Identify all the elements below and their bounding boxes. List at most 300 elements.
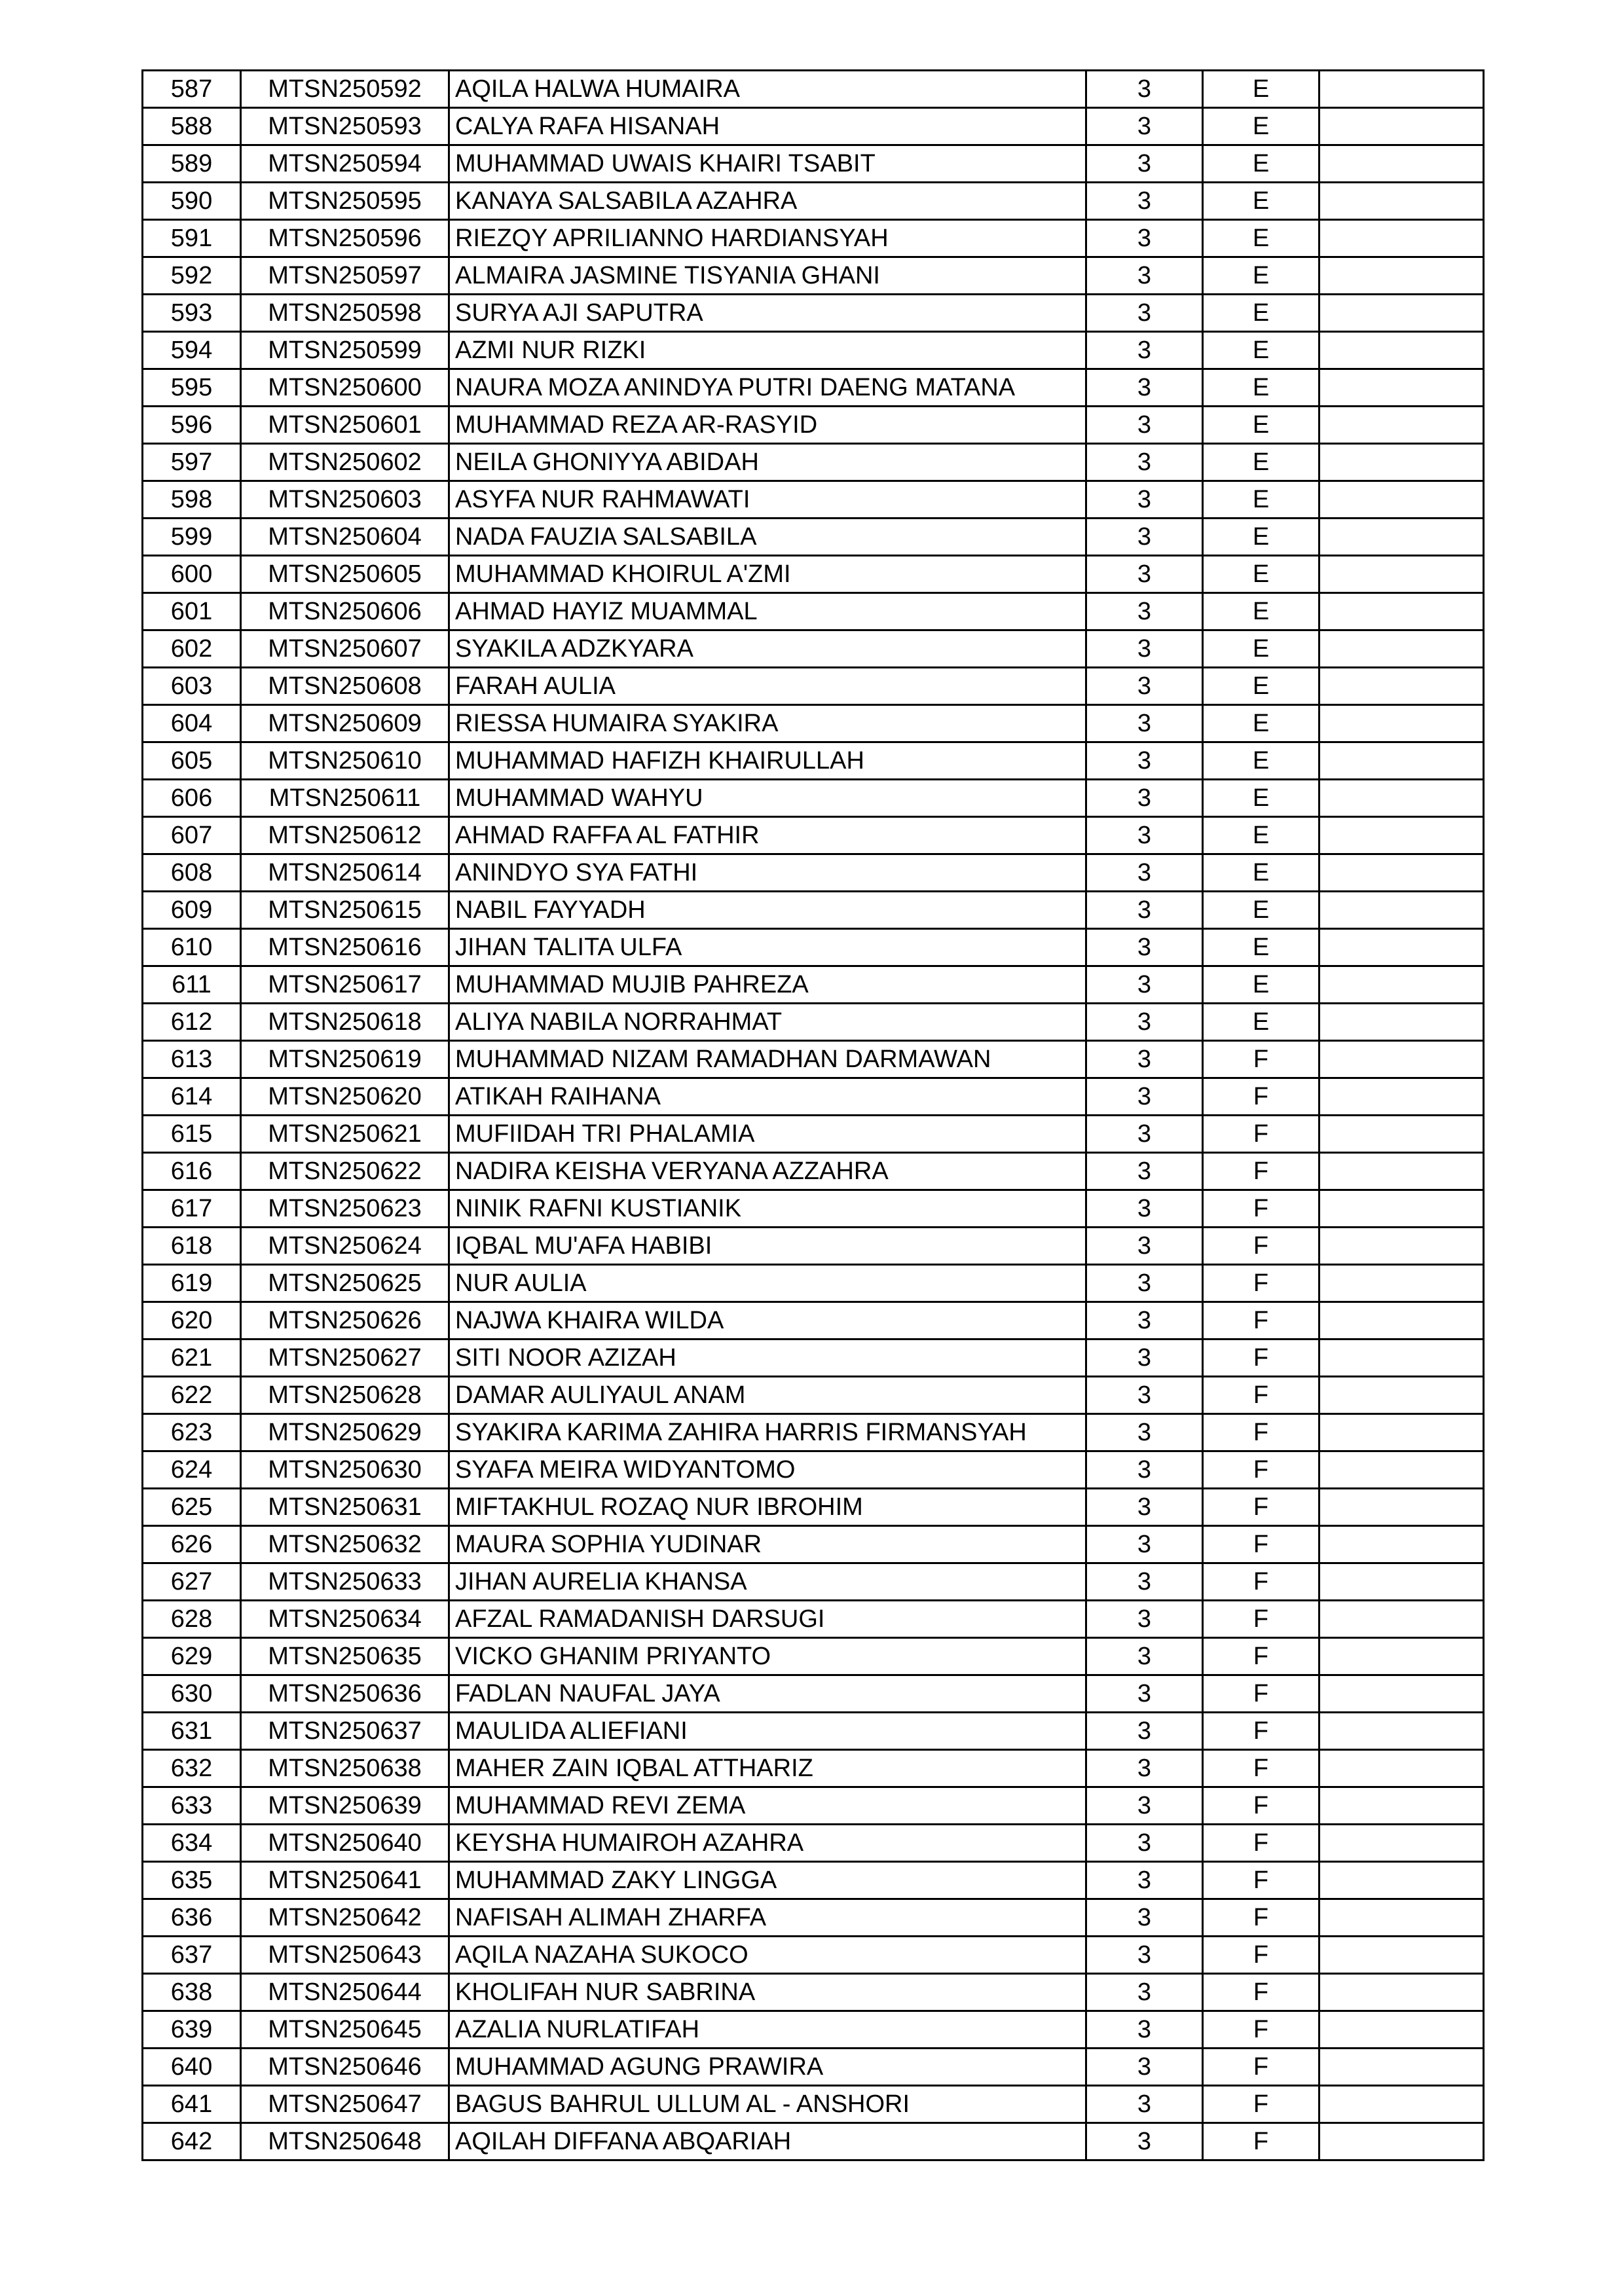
- class-group-cell: F: [1203, 1228, 1320, 1265]
- class-group-cell: F: [1203, 1526, 1320, 1563]
- table-row: [143, 369, 1484, 407]
- grade-level-cell: 3: [1086, 1116, 1203, 1153]
- row-number-cell: 633: [143, 1787, 241, 1825]
- registration-id-cell: MTSN250645: [241, 2011, 449, 2049]
- table-row: [143, 2123, 1484, 2160]
- registration-id-cell: MTSN250633: [241, 1563, 449, 1601]
- notes-cell: [1320, 1377, 1484, 1414]
- table-row: [143, 556, 1484, 593]
- class-group-cell: E: [1203, 295, 1320, 332]
- notes-cell: [1320, 556, 1484, 593]
- registration-id-cell: MTSN250647: [241, 2086, 449, 2123]
- class-group-cell: F: [1203, 2086, 1320, 2123]
- row-number-cell: 587: [143, 71, 241, 108]
- grade-level-cell: 3: [1086, 556, 1203, 593]
- class-group-cell: E: [1203, 668, 1320, 705]
- table-row: [143, 1862, 1484, 1899]
- row-number-cell: 589: [143, 145, 241, 183]
- grade-level-cell: 3: [1086, 257, 1203, 295]
- row-number-cell: 611: [143, 966, 241, 1004]
- notes-cell: [1320, 780, 1484, 817]
- table-row: [143, 1339, 1484, 1377]
- student-name-cell: SYAKIRA KARIMA ZAHIRA HARRIS FIRMANSYAH: [449, 1414, 1086, 1451]
- class-group-cell: E: [1203, 108, 1320, 145]
- notes-cell: [1320, 1713, 1484, 1750]
- row-number-cell: 601: [143, 593, 241, 630]
- grade-level-cell: 3: [1086, 71, 1203, 108]
- row-number-cell: 618: [143, 1228, 241, 1265]
- row-number-cell: 606: [143, 780, 241, 817]
- registration-id-cell: MTSN250642: [241, 1899, 449, 1937]
- class-group-cell: F: [1203, 1974, 1320, 2011]
- registration-id-cell: MTSN250604: [241, 519, 449, 556]
- registration-id-cell: MTSN250638: [241, 1750, 449, 1787]
- student-name-cell: RIEZQY APRILIANNO HARDIANSYAH: [449, 220, 1086, 257]
- student-name-cell: CALYA RAFA HISANAH: [449, 108, 1086, 145]
- registration-id-cell: MTSN250644: [241, 1974, 449, 2011]
- table-row: [143, 1563, 1484, 1601]
- table-row: [143, 1414, 1484, 1451]
- notes-cell: [1320, 1601, 1484, 1638]
- row-number-cell: 632: [143, 1750, 241, 1787]
- student-name-cell: NINIK RAFNI KUSTIANIK: [449, 1190, 1086, 1228]
- class-group-cell: F: [1203, 1377, 1320, 1414]
- table-row: [143, 1078, 1484, 1116]
- registration-id-cell: MTSN250606: [241, 593, 449, 630]
- notes-cell: [1320, 1899, 1484, 1937]
- student-name-cell: AZALIA NURLATIFAH: [449, 2011, 1086, 2049]
- row-number-cell: 631: [143, 1713, 241, 1750]
- registration-id-cell: MTSN250594: [241, 145, 449, 183]
- registration-id-cell: MTSN250614: [241, 854, 449, 892]
- class-group-cell: F: [1203, 1153, 1320, 1190]
- student-name-cell: MUHAMMAD UWAIS KHAIRI TSABIT: [449, 145, 1086, 183]
- notes-cell: [1320, 1153, 1484, 1190]
- grade-level-cell: 3: [1086, 1004, 1203, 1041]
- class-group-cell: F: [1203, 1041, 1320, 1078]
- table-row: [143, 108, 1484, 145]
- notes-cell: [1320, 929, 1484, 966]
- table-row: [143, 1825, 1484, 1862]
- grade-level-cell: 3: [1086, 1302, 1203, 1339]
- registration-id-cell: MTSN250610: [241, 742, 449, 780]
- grade-level-cell: 3: [1086, 1190, 1203, 1228]
- notes-cell: [1320, 1116, 1484, 1153]
- row-number-cell: 639: [143, 2011, 241, 2049]
- row-number-cell: 600: [143, 556, 241, 593]
- registration-id-cell: MTSN250630: [241, 1451, 449, 1489]
- table-row: [143, 2086, 1484, 2123]
- student-name-cell: AZMI NUR RIZKI: [449, 332, 1086, 369]
- table-row: [143, 481, 1484, 519]
- grade-level-cell: 3: [1086, 481, 1203, 519]
- grade-level-cell: 3: [1086, 332, 1203, 369]
- student-name-cell: ASYFA NUR RAHMAWATI: [449, 481, 1086, 519]
- row-number-cell: 615: [143, 1116, 241, 1153]
- row-number-cell: 602: [143, 630, 241, 668]
- class-group-cell: E: [1203, 519, 1320, 556]
- registration-id-cell: MTSN250617: [241, 966, 449, 1004]
- grade-level-cell: 3: [1086, 630, 1203, 668]
- class-group-cell: F: [1203, 1601, 1320, 1638]
- notes-cell: [1320, 1004, 1484, 1041]
- notes-cell: [1320, 1675, 1484, 1713]
- registration-id-cell: MTSN250612: [241, 817, 449, 854]
- row-number-cell: 597: [143, 444, 241, 481]
- student-name-cell: MUHAMMAD NIZAM RAMADHAN DARMAWAN: [449, 1041, 1086, 1078]
- class-group-cell: E: [1203, 444, 1320, 481]
- notes-cell: [1320, 519, 1484, 556]
- registration-id-cell: MTSN250627: [241, 1339, 449, 1377]
- grade-level-cell: 3: [1086, 2086, 1203, 2123]
- student-name-cell: AQILAH DIFFANA ABQARIAH: [449, 2123, 1086, 2160]
- registration-id-cell: MTSN250618: [241, 1004, 449, 1041]
- row-number-cell: 627: [143, 1563, 241, 1601]
- class-group-cell: E: [1203, 220, 1320, 257]
- row-number-cell: 625: [143, 1489, 241, 1526]
- student-name-cell: AQILA HALWA HUMAIRA: [449, 71, 1086, 108]
- class-group-cell: F: [1203, 1937, 1320, 1974]
- table-row: [143, 1899, 1484, 1937]
- row-number-cell: 641: [143, 2086, 241, 2123]
- student-name-cell: MUFIIDAH TRI PHALAMIA: [449, 1116, 1086, 1153]
- grade-level-cell: 3: [1086, 780, 1203, 817]
- row-number-cell: 592: [143, 257, 241, 295]
- student-name-cell: MUHAMMAD REVI ZEMA: [449, 1787, 1086, 1825]
- grade-level-cell: 3: [1086, 1078, 1203, 1116]
- row-number-cell: 594: [143, 332, 241, 369]
- grade-level-cell: 3: [1086, 1899, 1203, 1937]
- grade-level-cell: 3: [1086, 1377, 1203, 1414]
- notes-cell: [1320, 71, 1484, 108]
- student-name-cell: NEILA GHONIYYA ABIDAH: [449, 444, 1086, 481]
- notes-cell: [1320, 1638, 1484, 1675]
- student-name-cell: MUHAMMAD REZA AR-RASYID: [449, 407, 1086, 444]
- grade-level-cell: 3: [1086, 1713, 1203, 1750]
- grade-level-cell: 3: [1086, 2011, 1203, 2049]
- table-row: [143, 1153, 1484, 1190]
- registration-id-cell: MTSN250601: [241, 407, 449, 444]
- class-group-cell: E: [1203, 742, 1320, 780]
- notes-cell: [1320, 257, 1484, 295]
- table-row: [143, 295, 1484, 332]
- class-group-cell: F: [1203, 1116, 1320, 1153]
- student-name-cell: JIHAN AURELIA KHANSA: [449, 1563, 1086, 1601]
- class-group-cell: E: [1203, 481, 1320, 519]
- table-row: [143, 1937, 1484, 1974]
- table-row: [143, 1228, 1484, 1265]
- row-number-cell: 617: [143, 1190, 241, 1228]
- row-number-cell: 588: [143, 108, 241, 145]
- row-number-cell: 609: [143, 892, 241, 929]
- table-row: [143, 966, 1484, 1004]
- student-name-cell: MAULIDA ALIEFIANI: [449, 1713, 1086, 1750]
- row-number-cell: 596: [143, 407, 241, 444]
- notes-cell: [1320, 1339, 1484, 1377]
- class-group-cell: F: [1203, 1489, 1320, 1526]
- registration-id-cell: MTSN250622: [241, 1153, 449, 1190]
- table-row: [143, 593, 1484, 630]
- grade-level-cell: 3: [1086, 1563, 1203, 1601]
- grade-level-cell: 3: [1086, 1526, 1203, 1563]
- student-name-cell: MUHAMMAD HAFIZH KHAIRULLAH: [449, 742, 1086, 780]
- student-name-cell: AHMAD HAYIZ MUAMMAL: [449, 593, 1086, 630]
- notes-cell: [1320, 220, 1484, 257]
- notes-cell: [1320, 332, 1484, 369]
- class-group-cell: F: [1203, 1899, 1320, 1937]
- table-row: [143, 1638, 1484, 1675]
- student-name-cell: KEYSHA HUMAIROH AZAHRA: [449, 1825, 1086, 1862]
- table-row: [143, 2011, 1484, 2049]
- row-number-cell: 635: [143, 1862, 241, 1899]
- grade-level-cell: 3: [1086, 1787, 1203, 1825]
- row-number-cell: 612: [143, 1004, 241, 1041]
- grade-level-cell: 3: [1086, 369, 1203, 407]
- table-row: [143, 1004, 1484, 1041]
- student-name-cell: RIESSA HUMAIRA SYAKIRA: [449, 705, 1086, 742]
- notes-cell: [1320, 892, 1484, 929]
- notes-cell: [1320, 2123, 1484, 2160]
- class-group-cell: F: [1203, 1675, 1320, 1713]
- registration-id-cell: MTSN250640: [241, 1825, 449, 1862]
- row-number-cell: 629: [143, 1638, 241, 1675]
- table-row: [143, 892, 1484, 929]
- table-row: [143, 1116, 1484, 1153]
- class-group-cell: F: [1203, 1339, 1320, 1377]
- grade-level-cell: 3: [1086, 854, 1203, 892]
- grade-level-cell: 3: [1086, 705, 1203, 742]
- student-name-cell: AQILA NAZAHA SUKOCO: [449, 1937, 1086, 1974]
- row-number-cell: 623: [143, 1414, 241, 1451]
- row-number-cell: 634: [143, 1825, 241, 1862]
- registration-id-cell: MTSN250595: [241, 183, 449, 220]
- table-row: [143, 1041, 1484, 1078]
- grade-level-cell: 3: [1086, 2123, 1203, 2160]
- class-group-cell: F: [1203, 1265, 1320, 1302]
- registration-id-cell: MTSN250629: [241, 1414, 449, 1451]
- table-row: [143, 742, 1484, 780]
- table-row: [143, 1489, 1484, 1526]
- notes-cell: [1320, 1451, 1484, 1489]
- table-row: [143, 1377, 1484, 1414]
- notes-cell: [1320, 407, 1484, 444]
- grade-level-cell: 3: [1086, 668, 1203, 705]
- grade-level-cell: 3: [1086, 1974, 1203, 2011]
- grade-level-cell: 3: [1086, 183, 1203, 220]
- row-number-cell: 603: [143, 668, 241, 705]
- table-row: [143, 444, 1484, 481]
- notes-cell: [1320, 1937, 1484, 1974]
- row-number-cell: 628: [143, 1601, 241, 1638]
- table-row: [143, 145, 1484, 183]
- notes-cell: [1320, 1190, 1484, 1228]
- registration-id-cell: MTSN250616: [241, 929, 449, 966]
- row-number-cell: 637: [143, 1937, 241, 1974]
- grade-level-cell: 3: [1086, 145, 1203, 183]
- row-number-cell: 599: [143, 519, 241, 556]
- registration-id-cell: MTSN250605: [241, 556, 449, 593]
- grade-level-cell: 3: [1086, 108, 1203, 145]
- class-group-cell: E: [1203, 593, 1320, 630]
- registration-id-cell: MTSN250625: [241, 1265, 449, 1302]
- grade-level-cell: 3: [1086, 1228, 1203, 1265]
- table-row: [143, 668, 1484, 705]
- class-group-cell: F: [1203, 1638, 1320, 1675]
- notes-cell: [1320, 1750, 1484, 1787]
- student-name-cell: ANINDYO SYA FATHI: [449, 854, 1086, 892]
- notes-cell: [1320, 369, 1484, 407]
- row-number-cell: 613: [143, 1041, 241, 1078]
- class-group-cell: E: [1203, 257, 1320, 295]
- student-name-cell: AHMAD RAFFA AL FATHIR: [449, 817, 1086, 854]
- student-name-cell: MUHAMMAD KHOIRUL A'ZMI: [449, 556, 1086, 593]
- row-number-cell: 614: [143, 1078, 241, 1116]
- table-row: [143, 2049, 1484, 2086]
- class-group-cell: F: [1203, 1563, 1320, 1601]
- table-row: [143, 1302, 1484, 1339]
- registration-id-cell: MTSN250598: [241, 295, 449, 332]
- class-group-cell: F: [1203, 1078, 1320, 1116]
- notes-cell: [1320, 1078, 1484, 1116]
- table-row: [143, 1190, 1484, 1228]
- row-number-cell: 620: [143, 1302, 241, 1339]
- grade-level-cell: 3: [1086, 444, 1203, 481]
- class-group-cell: E: [1203, 1004, 1320, 1041]
- class-group-cell: F: [1203, 1825, 1320, 1862]
- student-name-cell: ALIYA NABILA NORRAHMAT: [449, 1004, 1086, 1041]
- table-row: [143, 1675, 1484, 1713]
- class-group-cell: F: [1203, 1414, 1320, 1451]
- grade-level-cell: 3: [1086, 407, 1203, 444]
- grade-level-cell: 3: [1086, 892, 1203, 929]
- table-row: [143, 1750, 1484, 1787]
- class-group-cell: E: [1203, 630, 1320, 668]
- grade-level-cell: 3: [1086, 2049, 1203, 2086]
- student-name-cell: KANAYA SALSABILA AZAHRA: [449, 183, 1086, 220]
- table-row: [143, 929, 1484, 966]
- class-group-cell: F: [1203, 1750, 1320, 1787]
- class-group-cell: F: [1203, 1190, 1320, 1228]
- registration-id-cell: MTSN250643: [241, 1937, 449, 1974]
- notes-cell: [1320, 2049, 1484, 2086]
- notes-cell: [1320, 1302, 1484, 1339]
- grade-level-cell: 3: [1086, 1489, 1203, 1526]
- class-group-cell: E: [1203, 892, 1320, 929]
- registration-id-cell: MTSN250637: [241, 1713, 449, 1750]
- row-number-cell: 624: [143, 1451, 241, 1489]
- registration-id-cell: MTSN250596: [241, 220, 449, 257]
- grade-level-cell: 3: [1086, 929, 1203, 966]
- student-name-cell: JIHAN TALITA ULFA: [449, 929, 1086, 966]
- class-group-cell: E: [1203, 407, 1320, 444]
- student-name-cell: ATIKAH RAIHANA: [449, 1078, 1086, 1116]
- registration-id-cell: MTSN250602: [241, 444, 449, 481]
- table-row: [143, 1787, 1484, 1825]
- grade-level-cell: 3: [1086, 1750, 1203, 1787]
- registration-id-cell: MTSN250619: [241, 1041, 449, 1078]
- row-number-cell: 621: [143, 1339, 241, 1377]
- student-name-cell: SYAKILA ADZKYARA: [449, 630, 1086, 668]
- student-name-cell: FARAH AULIA: [449, 668, 1086, 705]
- notes-cell: [1320, 444, 1484, 481]
- registration-id-cell: MTSN250620: [241, 1078, 449, 1116]
- table-row: [143, 519, 1484, 556]
- notes-cell: [1320, 2086, 1484, 2123]
- row-number-cell: 595: [143, 369, 241, 407]
- student-name-cell: NUR AULIA: [449, 1265, 1086, 1302]
- registration-id-cell: MTSN250646: [241, 2049, 449, 2086]
- row-number-cell: 590: [143, 183, 241, 220]
- table-row: [143, 1526, 1484, 1563]
- notes-cell: [1320, 593, 1484, 630]
- grade-level-cell: 3: [1086, 519, 1203, 556]
- notes-cell: [1320, 1974, 1484, 2011]
- table-row: [143, 817, 1484, 854]
- grade-level-cell: 3: [1086, 1339, 1203, 1377]
- table-row: [143, 630, 1484, 668]
- table-row: [143, 705, 1484, 742]
- notes-cell: [1320, 1265, 1484, 1302]
- student-name-cell: NABIL FAYYADH: [449, 892, 1086, 929]
- row-number-cell: 591: [143, 220, 241, 257]
- notes-cell: [1320, 2011, 1484, 2049]
- grade-level-cell: 3: [1086, 295, 1203, 332]
- class-group-cell: F: [1203, 2123, 1320, 2160]
- student-name-cell: MAURA SOPHIA YUDINAR: [449, 1526, 1086, 1563]
- grade-level-cell: 3: [1086, 1153, 1203, 1190]
- registration-id-cell: MTSN250593: [241, 108, 449, 145]
- student-name-cell: NADA FAUZIA SALSABILA: [449, 519, 1086, 556]
- table-row: [143, 407, 1484, 444]
- student-name-cell: MUHAMMAD AGUNG PRAWIRA: [449, 2049, 1086, 2086]
- table-row: [143, 1265, 1484, 1302]
- class-group-cell: E: [1203, 854, 1320, 892]
- registration-id-cell: MTSN250628: [241, 1377, 449, 1414]
- student-name-cell: ALMAIRA JASMINE TISYANIA GHANI: [449, 257, 1086, 295]
- registration-id-cell: MTSN250597: [241, 257, 449, 295]
- notes-cell: [1320, 1862, 1484, 1899]
- table-row: [143, 183, 1484, 220]
- student-name-cell: MUHAMMAD WAHYU: [449, 780, 1086, 817]
- table-row: [143, 1451, 1484, 1489]
- student-name-cell: FADLAN NAUFAL JAYA: [449, 1675, 1086, 1713]
- student-roster-table: [141, 69, 1485, 2161]
- student-name-cell: NADIRA KEISHA VERYANA AZZAHRA: [449, 1153, 1086, 1190]
- registration-id-cell: MTSN250599: [241, 332, 449, 369]
- class-group-cell: E: [1203, 780, 1320, 817]
- notes-cell: [1320, 742, 1484, 780]
- class-group-cell: E: [1203, 183, 1320, 220]
- registration-id-cell: MTSN250636: [241, 1675, 449, 1713]
- grade-level-cell: 3: [1086, 1601, 1203, 1638]
- grade-level-cell: 3: [1086, 593, 1203, 630]
- student-name-cell: DAMAR AULIYAUL ANAM: [449, 1377, 1086, 1414]
- registration-id-cell: MTSN250621: [241, 1116, 449, 1153]
- registration-id-cell: MTSN250592: [241, 71, 449, 108]
- registration-id-cell: MTSN250626: [241, 1302, 449, 1339]
- student-name-cell: SURYA AJI SAPUTRA: [449, 295, 1086, 332]
- table-row: [143, 71, 1484, 108]
- class-group-cell: F: [1203, 1713, 1320, 1750]
- document-page: [141, 69, 1483, 2161]
- student-name-cell: MAHER ZAIN IQBAL ATTHARIZ: [449, 1750, 1086, 1787]
- grade-level-cell: 3: [1086, 742, 1203, 780]
- notes-cell: [1320, 668, 1484, 705]
- registration-id-cell: MTSN250615: [241, 892, 449, 929]
- registration-id-cell: MTSN250624: [241, 1228, 449, 1265]
- registration-id-cell: MTSN250607: [241, 630, 449, 668]
- class-group-cell: F: [1203, 1862, 1320, 1899]
